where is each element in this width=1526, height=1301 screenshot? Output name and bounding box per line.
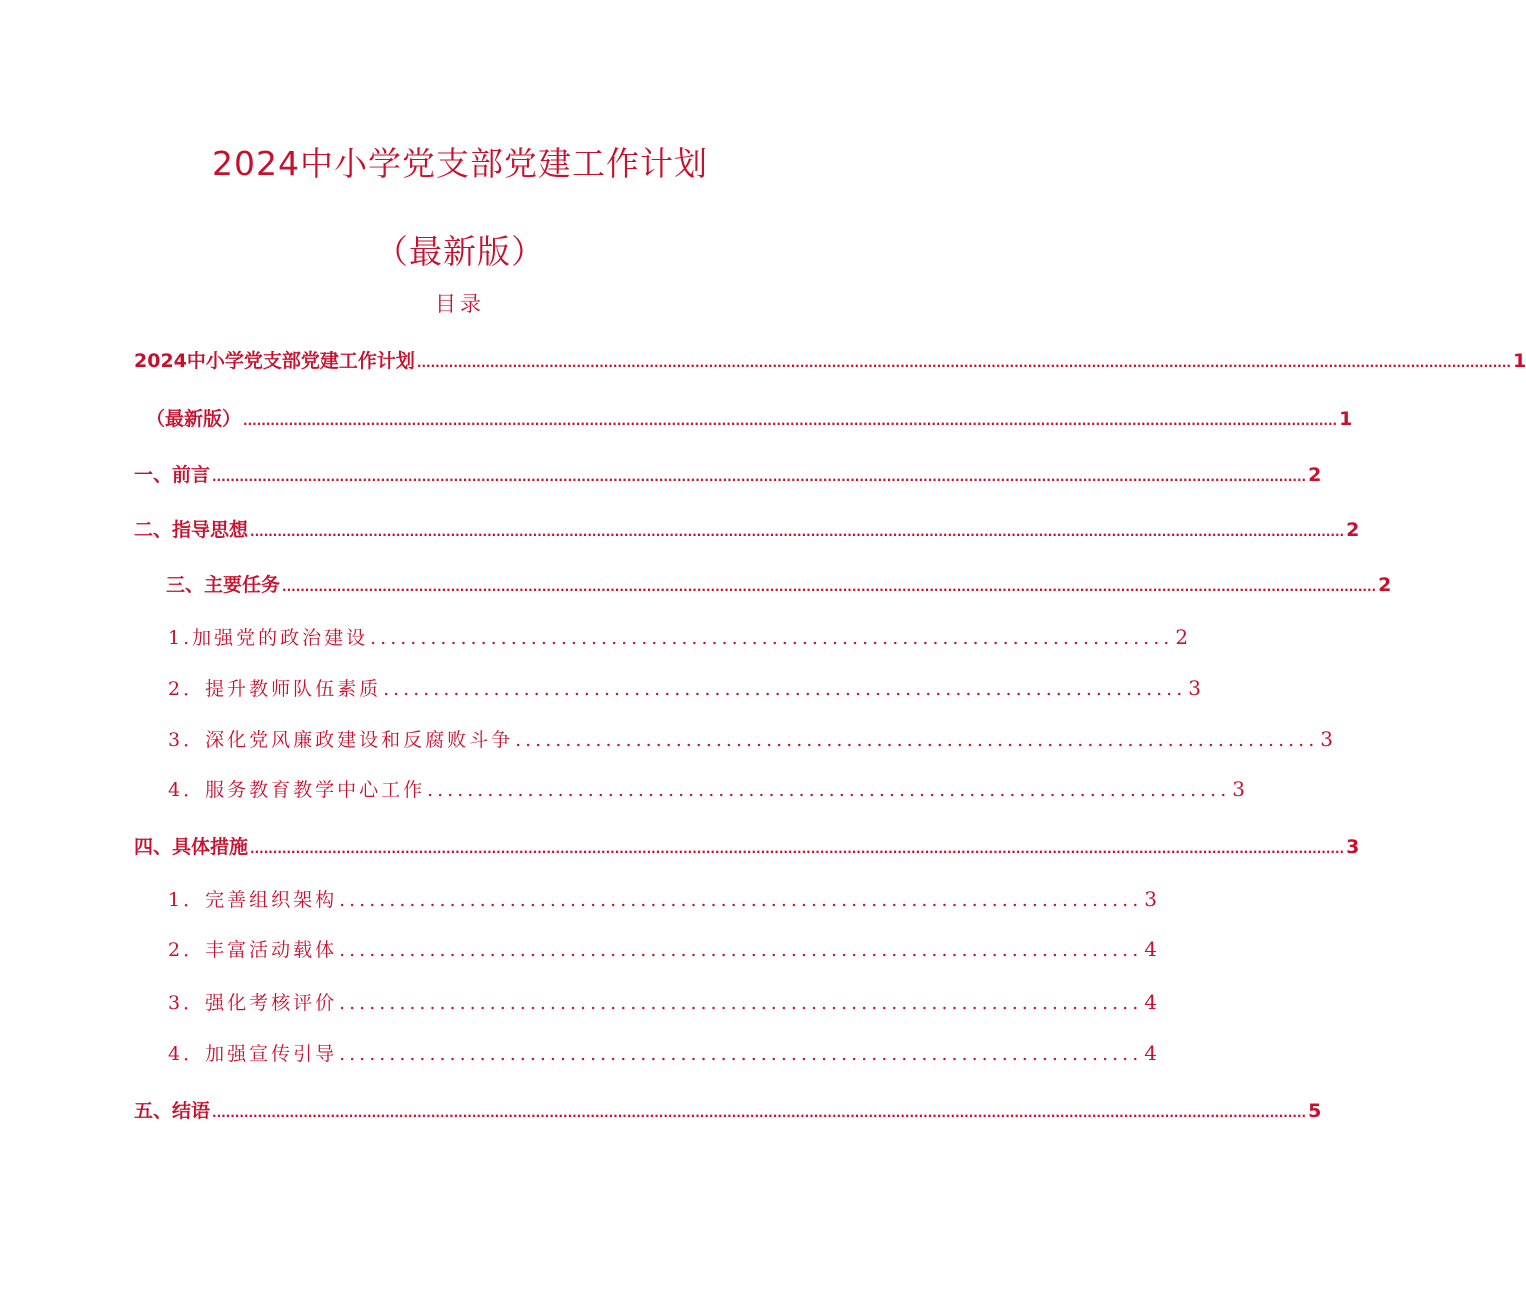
toc-leader: ................................................................................ <box>370 627 1174 649</box>
toc-entry-label: 二、指导思想 <box>134 519 249 541</box>
toc-entry[interactable] <box>134 460 1322 490</box>
toc-entry-label: （最新版） <box>146 408 242 430</box>
toc-entry[interactable] <box>168 987 1157 1017</box>
toc-page-number: 4 <box>1144 937 1157 961</box>
toc-entry[interactable] <box>168 774 1245 804</box>
toc-page-number: 2 <box>1308 464 1322 486</box>
toc-leader: ................................................................................................................................................................................................................................................ <box>212 1106 1307 1120</box>
toc-entry-label: 五、结语 <box>134 1100 211 1122</box>
toc-leader: ................................................................................................................................................................................................................................................ <box>250 525 1345 539</box>
toc-leader: ................................................................................ <box>383 678 1187 700</box>
toc-entry-label: 4．加强宣传引导 <box>168 1043 338 1065</box>
toc-page-number: 3 <box>1320 727 1333 751</box>
toc-entry[interactable] <box>168 1038 1157 1068</box>
toc-entry[interactable] <box>134 515 1360 545</box>
toc-page-number: 2 <box>1378 574 1392 596</box>
toc-entry[interactable] <box>168 622 1189 652</box>
toc-leader: ................................................................................ <box>339 1043 1143 1065</box>
toc-leader: ................................................................................................................................................................................................................................................ <box>282 580 1377 594</box>
toc-leader: ................................................................................ <box>339 939 1143 961</box>
toc-entry[interactable] <box>168 673 1201 703</box>
toc-page-number: 4 <box>1144 1041 1157 1065</box>
toc-leader: ................................................................................................................................................................................................................................................ <box>243 414 1338 428</box>
toc-entry[interactable] <box>134 832 1360 862</box>
toc-entry-label: 1.加强党的政治建设 <box>168 627 369 649</box>
toc-page-number: 3 <box>1188 676 1201 700</box>
toc-page-number: 5 <box>1308 1100 1322 1122</box>
toc-page-number: 1 <box>1339 408 1353 430</box>
toc-entry-label: 2．提升教师队伍素质 <box>168 678 382 700</box>
toc-entry[interactable] <box>166 570 1392 600</box>
toc-entry[interactable] <box>168 884 1157 914</box>
toc-leader: ................................................................................ <box>427 779 1231 801</box>
toc-leader: ................................................................................ <box>339 889 1143 911</box>
document-subtitle: （最新版） <box>375 232 545 271</box>
toc-page-number: 3 <box>1232 777 1245 801</box>
toc-entry-label: 2024中小学党支部党建工作计划 <box>134 350 415 372</box>
toc-leader: ................................................................................................................................................................................................................................................ <box>250 842 1345 856</box>
toc-entry-label: 四、具体措施 <box>134 836 249 858</box>
toc-page-number: 4 <box>1144 990 1157 1014</box>
toc-entry-label: 4．服务教育教学中心工作 <box>168 779 426 801</box>
toc-entry-label: 1．完善组织架构 <box>168 889 338 911</box>
toc-page-number: 3 <box>1144 887 1157 911</box>
toc-entry[interactable] <box>134 346 1526 376</box>
toc-leader: ................................................................................................................................................................................................................................................ <box>212 470 1307 484</box>
toc-entry[interactable] <box>168 934 1157 964</box>
toc-page-number: 2 <box>1346 519 1360 541</box>
toc-entry-label: 2．丰富活动载体 <box>168 939 338 961</box>
toc-entry-label: 一、前言 <box>134 464 211 486</box>
toc-leader: ................................................................................ <box>515 729 1319 751</box>
toc-heading: 目录 <box>435 292 485 316</box>
toc-entry-label: 三、主要任务 <box>166 574 281 596</box>
toc-page-number: 2 <box>1175 625 1189 649</box>
toc-entry-label: 3．强化考核评价 <box>168 992 338 1014</box>
toc-entry[interactable] <box>146 404 1353 434</box>
toc-entry-label: 3．深化党风廉政建设和反腐败斗争 <box>168 729 514 751</box>
toc-leader: ................................................................................................................................................................................................................................................ <box>416 356 1511 370</box>
toc-page-number: 3 <box>1346 836 1360 858</box>
toc-entry[interactable] <box>134 1096 1322 1126</box>
toc-leader: ................................................................................ <box>339 992 1143 1014</box>
toc-page-number: 1 <box>1512 350 1526 372</box>
document-title: 2024中小学党支部党建工作计划 <box>212 144 708 183</box>
toc-entry[interactable] <box>168 724 1333 754</box>
